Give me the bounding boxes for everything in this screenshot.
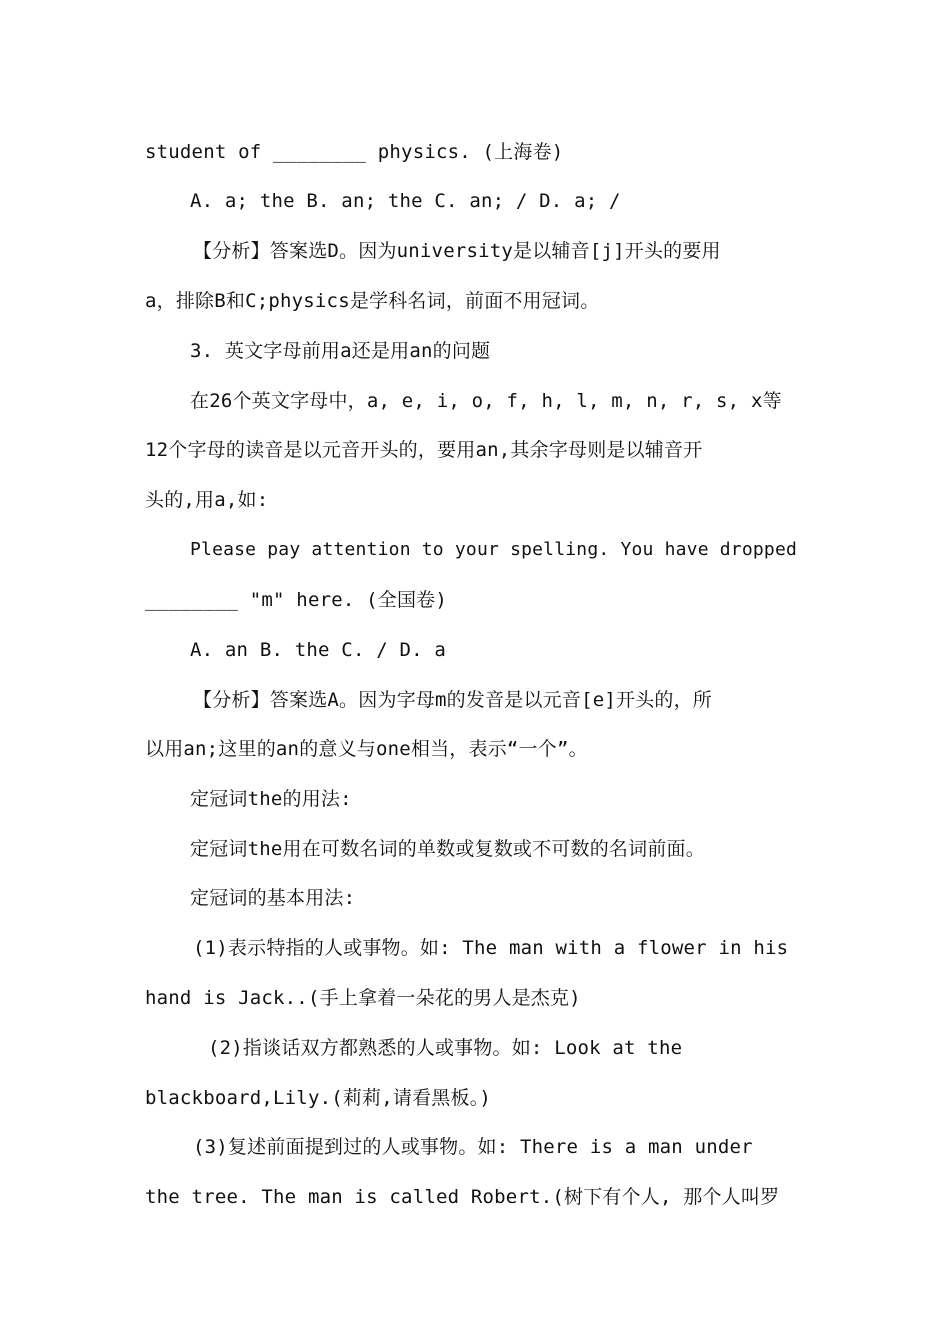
text-line: blackboard,Lily.(莉莉,请看黑板。) xyxy=(145,1087,492,1109)
section-heading: 定冠词的基本用法: xyxy=(190,887,356,909)
list-item: (1)表示特指的人或事物。如: The man with a flower in his xyxy=(193,937,789,959)
text-line: hand is Jack..(手上拿着一朵花的男人是杰克) xyxy=(145,987,581,1009)
answer-options: A. a; the B. an; the C. an; / D. a; / xyxy=(190,190,621,212)
text-line: 头的,用a,如: xyxy=(145,489,269,511)
text-line: ________ "m" here. (全国卷) xyxy=(145,589,448,611)
answer-options: A. an B. the C. / D. a xyxy=(190,639,447,661)
text-line: student of ________ physics. (上海卷) xyxy=(145,141,564,163)
text-line: 在26个英文字母中，a, e, i, o, f, h, l, m, n, r, s, x等 xyxy=(190,390,782,412)
text-line: 以用an;这里的an的意义与one相当，表示“一个”。 xyxy=(145,738,588,760)
text-line: a，排除B和C;physics是学科名词，前面不用冠词。 xyxy=(145,290,600,312)
text-line: 12个字母的读音是以元音开头的，要用an,其余字母则是以辅音开 xyxy=(145,439,703,461)
section-heading: 3. 英文字母前用a还是用an的问题 xyxy=(190,340,491,362)
list-item: (2)指谈话双方都熟悉的人或事物。如: Look at the xyxy=(208,1037,683,1059)
section-heading: 定冠词the的用法: xyxy=(190,788,352,810)
analysis-line: 【分析】答案选A。因为字母m的发音是以元音[e]开头的，所 xyxy=(193,689,712,711)
list-item: (3)复述前面提到过的人或事物。如: There is a man under xyxy=(193,1136,753,1158)
example-sentence: Please pay attention to your spelling. You have dropped xyxy=(190,539,798,560)
text-line: the tree. The man is called Robert.(树下有个人, 那个人叫罗 xyxy=(145,1186,780,1208)
analysis-line: 【分析】答案选D。因为university是以辅音[j]开头的要用 xyxy=(193,240,721,262)
text-line: 定冠词the用在可数名词的单数或复数或不可数的名词前面。 xyxy=(190,838,705,860)
